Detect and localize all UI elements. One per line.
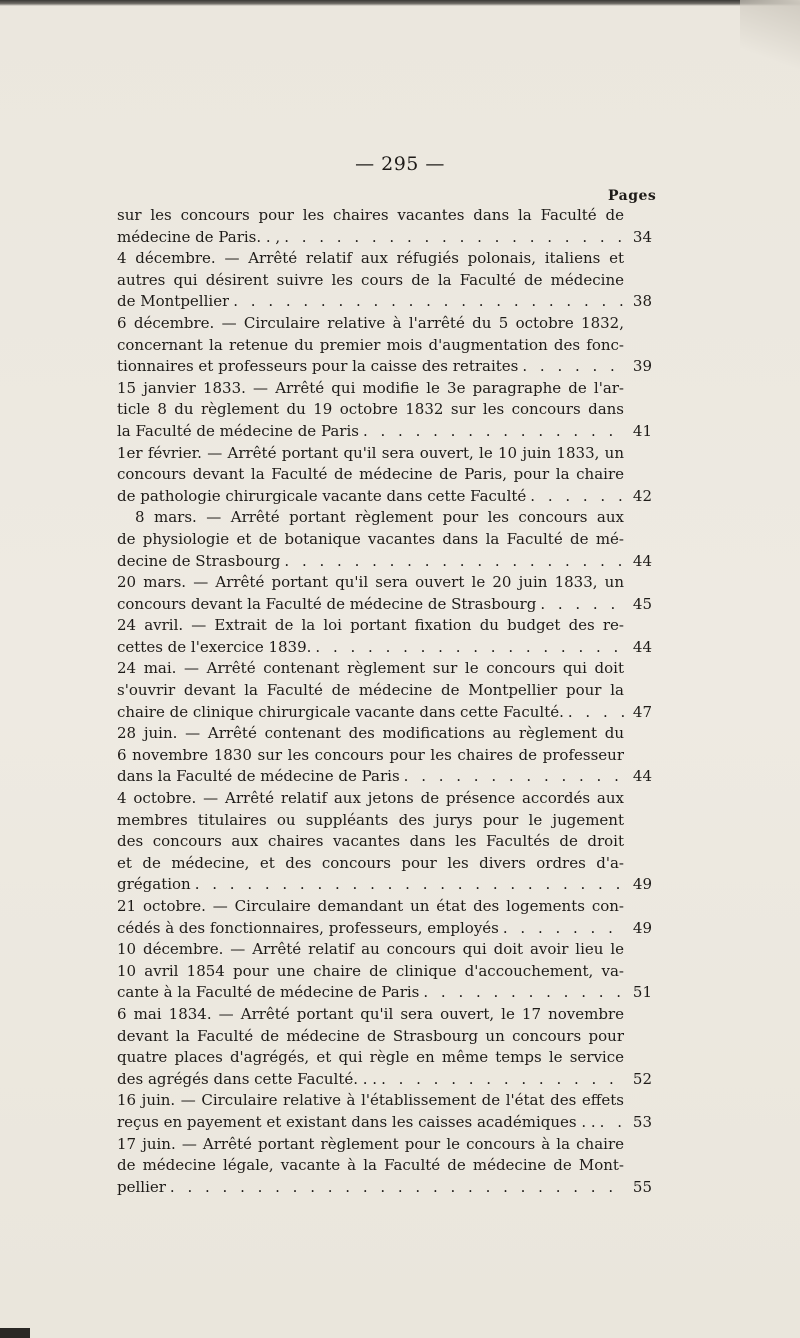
toc-entry-line [117,810,652,832]
toc-entry-line [117,205,652,227]
dot-leader [233,291,624,313]
toc-entry [117,1004,652,1090]
toc-entry [117,205,652,248]
toc-entry-line [117,1069,652,1091]
toc-entry-line [117,1112,652,1134]
page-corner-shadow [740,0,800,80]
toc-entry-text: 10 avril 1854 pour une chaire de clinique d'accouchement, va- [117,961,624,980]
toc-entry-text: 15 janvier 1833. — Arrêté qui modifie le 3e paragraphe de l'ar- [117,378,624,397]
toc-entry-line [117,378,652,400]
toc-entry-text: 6 mai 1834. — Arrêté portant qu'il sera ouvert, le 17 novembre [117,1004,624,1023]
toc-entry-line [117,961,652,983]
toc-entry-line [117,788,652,810]
toc-entry [117,313,652,378]
toc-entry-text: cettes de l'exercice 1839. [117,637,312,656]
toc-entry-text: de pathologie chirurgicale vacante dans cette Faculté [117,486,527,505]
page-number: — 295 — [355,153,445,175]
toc-entry-line [117,745,652,767]
toc-entry-text: la Faculté de médecine de Paris [117,421,359,440]
dot-leader [522,356,624,378]
toc-entry-line [117,874,652,896]
toc-entry-line [117,853,652,875]
toc-entry-line [117,443,652,465]
toc-entry-text: cédés à des fonctionnaires, professeurs, employés [117,918,499,937]
toc-entry-line [117,399,652,421]
toc-entry-text: 24 avril. — Extrait de la loi portant fixation du budget des re- [117,616,624,635]
toc-entry [117,248,652,313]
toc-entry-text: devant la Faculté de médecine de Strasbourg un concours pour [117,1026,624,1045]
toc-page-number: 39 [632,357,652,376]
toc-page-number: 55 [632,1177,652,1196]
toc-entry-text: de médecine légale, vacante à la Faculté de médecine de Mont- [117,1156,624,1175]
toc-entry-line [117,702,652,724]
toc-entry-text: concernant la retenue du premier mois d'augmentation des fonc- [117,335,624,354]
toc-page-number: 49 [632,875,652,894]
toc-page-number: 38 [632,292,652,311]
toc-entry-line [117,486,652,508]
toc-entry-line [117,1155,652,1177]
toc-entry-line [117,313,652,335]
toc-entry-text: reçus en payement et existant dans les caisses académiques . . [117,1112,596,1131]
toc-entry-text: grégation [117,875,191,894]
dot-leader [530,486,624,508]
toc-page-number: 41 [632,421,652,440]
toc-entry-text: 17 juin. — Arrêté portant règlement pour le concours à la chaire [117,1134,624,1153]
toc-entry [117,378,652,443]
dot-leader [170,1177,624,1199]
toc-entry-line [117,227,652,249]
dot-leader [284,227,624,249]
toc-entry-text: autres qui désirent suivre les cours de la Faculté de médecine [117,270,624,289]
toc-page-number: 34 [632,227,652,246]
dot-leader [381,1069,624,1091]
toc-entry [117,658,652,723]
toc-entry [117,939,652,1004]
toc-entry [117,1134,652,1199]
toc-entry [117,723,652,788]
toc-entry [117,443,652,508]
toc-entry-text: 4 octobre. — Arrêté relatif aux jetons de présence accordés aux [117,789,624,808]
toc-entry-line [117,982,652,1004]
dot-leader [195,874,624,896]
toc-entry-text: de Montpellier [117,292,230,311]
toc-entry-line [117,939,652,961]
toc-entry-text: 24 mai. — Arrêté contenant règlement sur le concours qui doit [117,659,624,678]
toc-page-number: 45 [632,594,652,613]
toc-entry-text: concours devant la Faculté de médecine de Paris, pour la chaire [117,465,624,484]
dot-leader [600,1112,624,1134]
toc-entry-line [117,766,652,788]
toc-entry-text: sur les concours pour les chaires vacantes dans la Faculté de [117,206,624,224]
dot-leader [540,594,624,616]
toc-entry-text: tionnaires et professeurs pour la caisse des retraites [117,357,519,376]
toc-entry-text: pellier [117,1177,166,1196]
toc-entry [117,507,652,572]
toc-entry-line [117,1090,652,1112]
toc-entry-text: 20 mars. — Arrêté portant qu'il sera ouvert le 20 juin 1833, un [117,573,624,592]
toc-entry [117,1090,652,1133]
toc-entry-text: des agrégés dans cette Faculté. . . [117,1069,378,1088]
toc-entry-text: ticle 8 du règlement du 19 octobre 1832 sur les concours dans [117,400,624,419]
page-top-edge [0,0,800,6]
toc-entry-text: 1er février. — Arrêté portant qu'il sera ouvert, le 10 juin 1833, un [117,443,624,462]
dot-leader [363,421,624,443]
toc-page-number: 52 [632,1069,652,1088]
dot-leader [568,702,624,724]
toc-entry-line [117,335,652,357]
toc-entry-text: et de médecine, et des concours pour les divers ordres d'a- [117,853,624,872]
toc-page-number: 44 [632,637,652,656]
toc-entry-line [117,637,652,659]
toc-entry-text: membres titulaires ou suppléants des jurys pour le jugement [117,810,624,829]
dot-leader [423,982,624,1004]
toc-entry-line [117,270,652,292]
toc-entry-line [117,1134,652,1156]
toc-entry-text: quatre places d'agrégés, et qui règle en même temps le service [117,1048,624,1067]
toc-entry-line [117,529,652,551]
toc-entry-line [117,1026,652,1048]
pages-column-header: Pages [608,188,657,204]
toc-entry-text: chaire de clinique chirurgicale vacante dans cette Faculté. [117,702,564,721]
toc-entry-text: 16 juin. — Circulaire relative à l'établissement de l'état des effets [117,1091,624,1110]
toc-entry-text: des concours aux chaires vacantes dans les Facultés de droit [117,832,624,851]
toc-entry-line [117,248,652,270]
toc-entry-line [117,1047,652,1069]
toc-entry-line [117,723,652,745]
toc-entry-line [117,551,652,573]
toc-page-number: 51 [632,983,652,1002]
toc-entry [117,896,652,939]
toc-entry-text: dans la Faculté de médecine de Paris [117,767,400,786]
toc-entry-line [117,356,652,378]
toc-entry-text: 28 juin. — Arrêté contenant des modifications au règlement du [117,724,624,743]
table-of-contents [117,205,652,1198]
toc-entry-line [117,615,652,637]
toc-entry-line [117,1004,652,1026]
toc-entry-line [117,507,652,529]
dot-leader [315,637,624,659]
toc-entry-text: 21 octobre. — Circulaire demandant un état des logements con- [117,897,624,915]
toc-entry [117,615,652,658]
toc-entry-line [117,291,652,313]
toc-entry-line [117,658,652,680]
toc-entry-text: s'ouvrir devant la Faculté de médecine de Montpellier pour la [117,681,624,700]
toc-entry-text: de physiologie et de botanique vacantes dans la Faculté de mé- [117,529,624,548]
toc-entry-text: médecine de Paris. . , [117,227,281,246]
toc-entry-line [117,918,652,940]
toc-entry-text: decine de Strasbourg [117,551,281,570]
toc-entry-line [117,1177,652,1199]
toc-entry-line [117,594,652,616]
dot-leader [503,918,624,940]
toc-entry-text: concours devant la Faculté de médecine de Strasbourg [117,594,537,613]
toc-entry-line [117,572,652,594]
toc-entry-line [117,831,652,853]
toc-entry-line [117,421,652,443]
toc-entry-line [117,896,652,918]
toc-entry-text: 4 décembre. — Arrêté relatif aux réfugiés polonais, italiens et [117,249,624,268]
toc-page-number: 44 [632,551,652,570]
toc-entry-text: 8 mars. — Arrêté portant règlement pour les concours aux [135,508,624,527]
toc-page-number: 47 [632,702,652,721]
toc-page-number: 44 [632,767,652,786]
dot-leader [284,551,624,573]
toc-page-number: 49 [632,918,652,937]
toc-entry [117,572,652,615]
toc-page-number: 42 [632,486,652,505]
toc-entry-text: 10 décembre. — Arrêté relatif au concours qui doit avoir lieu le [117,940,624,959]
toc-entry-text: 6 décembre. — Circulaire relative à l'arrêté du 5 octobre 1832, [117,313,624,332]
dot-leader [404,766,624,788]
toc-page-number: 53 [632,1112,652,1131]
toc-entry-line [117,464,652,486]
toc-entry [117,788,652,896]
toc-entry-text: cante à la Faculté de médecine de Paris [117,983,420,1002]
toc-entry-line [117,680,652,702]
page-bottom-mark [0,1328,30,1338]
toc-entry-text: 6 novembre 1830 sur les concours pour les chaires de professeur [117,745,624,764]
